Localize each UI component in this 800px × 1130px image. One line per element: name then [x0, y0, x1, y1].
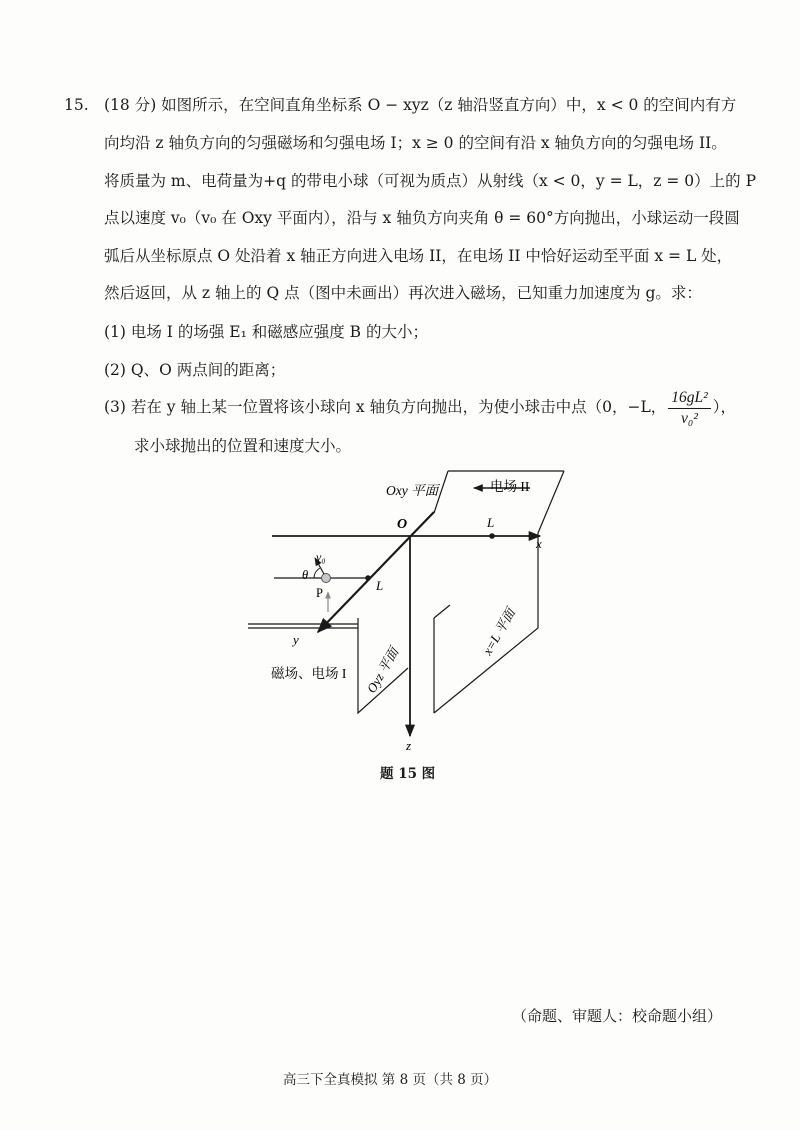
y-axis: [318, 512, 434, 632]
theta-arc: [314, 568, 320, 578]
l-point-y: [365, 575, 371, 581]
author-credit: （命题、审题人：校命题小组）: [512, 1007, 723, 1025]
l-label-y: L: [376, 578, 384, 593]
y-axis-label: y: [293, 632, 299, 647]
sub-question-3-suffix: ），: [712, 398, 737, 416]
page-footer: 高三下全真模拟 第 8 页（共 8 页）: [283, 1072, 498, 1088]
v0-label: v₀: [316, 550, 326, 564]
field-1-label: 磁场、电场 I: [271, 666, 347, 681]
xl-plane-label: x=L 平面: [479, 606, 518, 658]
point-p-label: P: [316, 586, 323, 600]
theta-label: θ: [302, 568, 309, 582]
sub-question-2: (2) Q、O 两点间的距离；: [104, 361, 286, 379]
x-axis-label: x: [536, 536, 542, 551]
problem-line-1: (18 分) 如图所示，在空间直角坐标系 O − xyz（z 轴沿竖直方向）中，x < 0 的空间内有方: [104, 96, 737, 114]
problem-line-6: 然后返回，从 z 轴上的 Q 点（图中未画出）再次进入磁场，已知重力加速度为 g。求：: [104, 284, 702, 302]
l-point-x: [489, 533, 495, 539]
oxy-plane-label: Oxy 平面: [386, 483, 439, 498]
fraction-numerator: 16gL²: [668, 388, 711, 409]
sub-question-1: (1) 电场 I 的场强 E₁ 和磁感应强度 B 的大小；: [104, 323, 428, 341]
z-axis-label: z: [406, 738, 412, 753]
figure-caption: 题 15 图: [380, 766, 436, 782]
problem-line-5: 弧后从坐标原点 O 处沿着 x 轴正方向进入电场 II，在电场 II 中恰好运动至平面 x = L 处，: [104, 247, 733, 265]
sub-question-3-continued: 求小球抛出的位置和速度大小。: [134, 437, 352, 455]
l-label-x: L: [487, 515, 495, 530]
x-equals-l-plane-outline: [434, 533, 538, 713]
problem-line-3: 将质量为 m、电荷量为+q 的带电小球（可视为质点）从射线（x < 0，y = L，z = 0）上的 P: [104, 172, 757, 190]
problem-number: 15.: [64, 96, 89, 114]
fraction-denominator: v₀²: [681, 409, 698, 427]
ball-p: [322, 574, 331, 583]
origin-label: O: [397, 517, 408, 532]
sub-question-3-text: (3) 若在 y 轴上某一位置将该小球向 x 轴负方向抛出，为使小球击中点（0，−L，: [104, 398, 667, 416]
field-2-label: 电场 II: [490, 479, 530, 494]
problem-line-2: 向均沿 z 轴负方向的匀强磁场和匀强电场 I；x ≥ 0 的空间有沿 x 轴负方向的匀强电场 II。: [104, 134, 727, 152]
oyz-plane-label: Oyz 平面: [363, 645, 402, 696]
problem-line-4: 点以速度 v₀（v₀ 在 Oxy 平面内），沿与 x 轴负方向夹角 θ = 60°方向抛出，小球运动一段圆: [104, 209, 740, 227]
